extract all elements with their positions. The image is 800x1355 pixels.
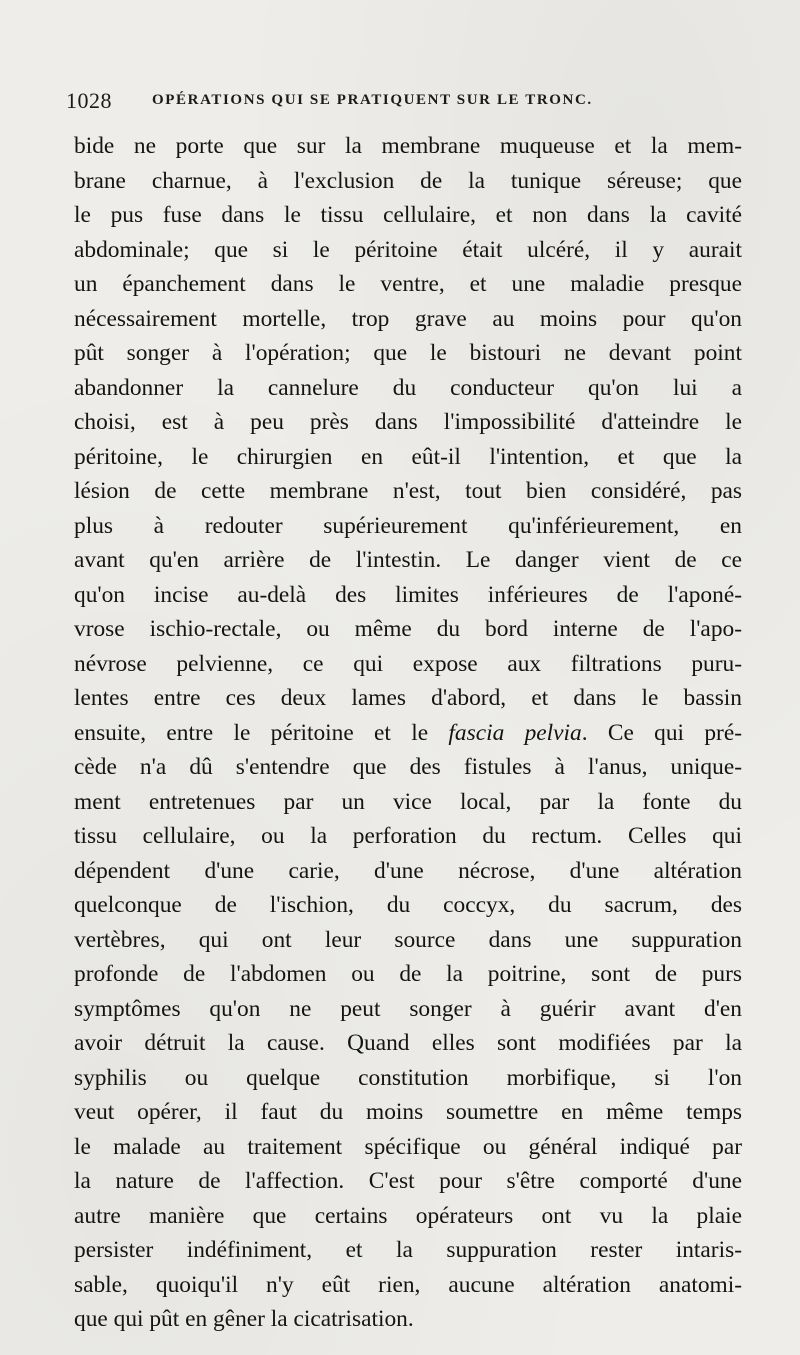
text-line: ment entretenues par un vice local, par la fonte du [74, 788, 742, 815]
text-line: névrose pelvienne, ce qui expose aux filtrations puru- [74, 650, 742, 677]
italic-term: fascia pelvia [448, 719, 582, 746]
text-line: dépendent d'une carie, d'une nécrose, d'une altération [74, 857, 742, 884]
text-line: choisi, est à peu près dans l'impossibilité d'atteindre le [74, 409, 742, 435]
text-line: tissu cellulaire, ou la perforation du rectum. Celles qui [74, 823, 742, 849]
text-line: brane charnue, à l'exclusion de la tunique séreuse; que [74, 167, 742, 194]
text-line: sable, quoiqu'il n'y eût rien, aucune altération anatomi- [74, 1271, 742, 1298]
text-line: la nature de l'affection. C'est pour s'être comporté d'une [74, 1168, 742, 1194]
text-line: abdominale; que si le péritoine était ulcéré, il y aurait [74, 236, 742, 263]
text-line: persister indéfiniment, et la suppuration rester intaris- [74, 1237, 742, 1263]
running-head [66, 88, 740, 114]
text-line: nécessairement mortelle, trop grave au moins pour qu'on [74, 305, 742, 332]
text-line: le pus fuse dans le tissu cellulaire, et non dans la cavité [74, 202, 742, 228]
text-line: lésion de cette membrane n'est, tout bien considéré, pas [74, 478, 742, 504]
text-line: un épanchement dans le ventre, et une maladie presque [74, 271, 742, 297]
text-line: le malade au traitement spécifique ou général indiqué par [74, 1133, 742, 1160]
text-line: bide ne porte que sur la membrane muqueuse et la mem- [74, 133, 742, 159]
text-line: symptômes qu'on ne peut songer à guérir avant d'en [74, 995, 742, 1022]
text-line [74, 716, 742, 751]
text-line: vertèbres, qui ont leur source dans une suppuration [74, 926, 742, 953]
text-segment: . Ce qui pré- [581, 719, 742, 746]
text-line: pût songer à l'opération; que le bistouri ne devant point [74, 340, 742, 366]
text-line: cède n'a dû s'entendre que des fistules à l'anus, unique- [74, 754, 742, 780]
text-line: lentes entre ces deux lames d'abord, et dans le bassin [74, 685, 742, 711]
text-line: plus à redouter supérieurement qu'inférieurement, en [74, 512, 742, 539]
text-line: qu'on incise au-delà des limites inférieures de l'aponé- [74, 581, 742, 608]
text-line: péritoine, le chirurgien en eût-il l'intention, et que la [74, 443, 742, 470]
text-line: profonde de l'abdomen ou de la poitrine, sont de purs [74, 961, 742, 987]
text-line: vrose ischio-rectale, ou même du bord interne de l'apo- [74, 616, 742, 642]
running-title: OPÉRATIONS QUI SE PRATIQUENT SUR LE TRONC. [152, 92, 593, 108]
text-line: veut opérer, il faut du moins soumettre en même temps [74, 1099, 742, 1125]
text-line: avoir détruit la cause. Quand elles sont modifiées par la [74, 1030, 742, 1056]
text-line: abandonner la cannelure du conducteur qu'on lui a [74, 374, 742, 401]
text-line: quelconque de l'ischion, du coccyx, du sacrum, des [74, 892, 742, 918]
body-text [74, 129, 742, 1337]
text-line: que qui pût en gêner la cicatrisation. [74, 1306, 414, 1332]
text-line: syphilis ou quelque constitution morbifique, si l'on [74, 1064, 742, 1091]
text-line: avant qu'en arrière de l'intestin. Le danger vient de ce [74, 547, 742, 573]
text-segment: ensuite, entre le péritoine et le [74, 719, 449, 746]
page-number: 1028 [66, 88, 112, 113]
text-line: autre manière que certains opérateurs ont vu la plaie [74, 1202, 742, 1229]
